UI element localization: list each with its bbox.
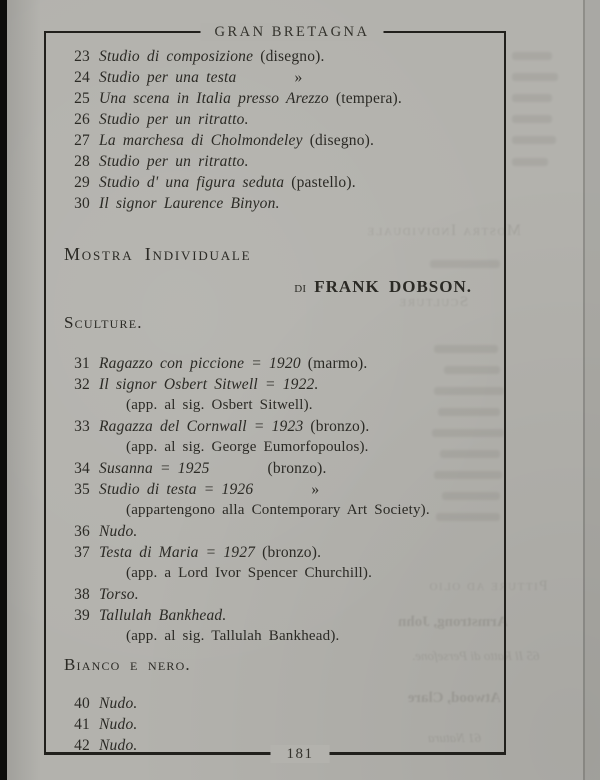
- item-number: 39: [74, 607, 90, 624]
- catalog-row: [64, 542, 496, 563]
- item-number: 33: [74, 418, 90, 435]
- item-number: 24: [74, 69, 90, 86]
- catalog-row: [64, 584, 496, 605]
- bleedthrough-mark: Atwood, Clare: [408, 690, 502, 706]
- item-number: 27: [74, 132, 90, 149]
- catalog-row: [64, 653, 496, 677]
- item-number: 32: [74, 376, 90, 393]
- page-edge-shade: [585, 0, 600, 780]
- bleedthrough-mark: [512, 94, 552, 102]
- item-technique: (bronzo).: [262, 544, 322, 561]
- item-technique: »: [311, 481, 320, 498]
- catalog-row: [64, 130, 496, 151]
- catalog-row: [64, 374, 496, 395]
- bleedthrough-mark: [512, 73, 558, 81]
- item-number: 28: [74, 153, 90, 170]
- item-title: Ragazzo con piccione = 1920: [99, 355, 301, 372]
- bleedthrough-mark: [512, 158, 548, 166]
- item-title: Studio di composizione: [99, 48, 254, 65]
- item-number: 26: [74, 111, 90, 128]
- item-number: 41: [74, 716, 90, 733]
- item-title: Studio di testa = 1926: [99, 481, 254, 498]
- catalog-row: [64, 437, 496, 458]
- page-header: GRAN BRETAGNA: [201, 23, 384, 41]
- item-technique: (bronzo).: [310, 418, 370, 435]
- catalog-row: [64, 353, 496, 374]
- item-number: 23: [74, 48, 90, 65]
- catalog-row: [64, 172, 496, 193]
- item-number: 38: [74, 586, 90, 603]
- item-number: 34: [74, 460, 90, 477]
- gutter-shadow: [7, 0, 47, 780]
- item-technique: »: [294, 69, 303, 86]
- item-number: 36: [74, 523, 90, 540]
- item-number: 42: [74, 737, 90, 752]
- item-title: Ragazza del Cornwall = 1923: [99, 418, 304, 435]
- section-text: Bianco e nero.: [64, 655, 191, 674]
- item-technique: (disegno).: [309, 132, 375, 149]
- bleedthrough-mark: Sculture: [398, 294, 469, 310]
- item-number: 40: [74, 695, 90, 712]
- item-title: Tallulah Bankhead.: [99, 607, 227, 624]
- catalog-row: [64, 276, 496, 299]
- catalog-row: [64, 626, 496, 647]
- catalog-row: [64, 88, 496, 109]
- item-title: Studio per un ritratto.: [99, 111, 249, 128]
- item-title: Nudo.: [99, 695, 138, 712]
- item-title: Studio per un ritratto.: [99, 153, 249, 170]
- item-number: 29: [74, 174, 90, 191]
- catalog-row: [64, 311, 496, 335]
- page-number: 181: [271, 745, 330, 763]
- catalog-row: [64, 67, 496, 88]
- bleedthrough-mark: [512, 136, 556, 144]
- item-title: La marchesa di Cholmondeley: [99, 132, 303, 149]
- item-number: 31: [74, 355, 90, 372]
- byline-prefix: di: [294, 279, 307, 296]
- catalog-row: [64, 714, 496, 735]
- catalog-row: [64, 563, 496, 584]
- item-technique: (marmo).: [307, 355, 368, 372]
- bleedthrough-mark: Armstrong, John: [398, 614, 508, 630]
- item-number: 37: [74, 544, 90, 561]
- section-text: Mostra Individuale: [64, 244, 252, 264]
- item-technique: (tempera).: [335, 90, 402, 107]
- item-title: Nudo.: [99, 716, 138, 733]
- item-technique: (disegno).: [260, 48, 325, 65]
- bleedthrough-mark: Pitture ad olio: [428, 578, 548, 594]
- item-title: Nudo.: [99, 737, 138, 752]
- catalog-row: [64, 46, 496, 67]
- section-text: (app. al sig. Osbert Sitwell).: [126, 397, 313, 413]
- catalog-content: [46, 33, 504, 752]
- bleedthrough-mark: Mostra Individuale: [366, 222, 522, 239]
- item-technique: (pastello).: [291, 174, 356, 191]
- catalog-row: [64, 109, 496, 130]
- catalog-row: [64, 416, 496, 437]
- section-text: (app. al sig. George Eumorfopoulos).: [126, 439, 369, 455]
- catalog-row: [64, 151, 496, 172]
- section-text: (app. al sig. Tallulah Bankhead).: [126, 628, 340, 644]
- scan-gutter-strip: [0, 0, 7, 780]
- bleedthrough-mark: [512, 115, 552, 123]
- catalog-row: [64, 521, 496, 542]
- content-frame: [44, 24, 506, 762]
- item-title: Il signor Laurence Binyon.: [99, 195, 280, 212]
- item-title: Studio d' una figura seduta: [99, 174, 285, 191]
- section-text: (app. a Lord Ivor Spencer Churchill).: [126, 565, 373, 581]
- artist-name: FRANK DOBSON.: [314, 277, 472, 296]
- item-number: 25: [74, 90, 90, 107]
- catalog-row: [64, 693, 496, 714]
- item-number: 30: [74, 195, 90, 212]
- catalog-row: [64, 458, 496, 479]
- section-text: Sculture.: [64, 313, 143, 332]
- bleedthrough-mark: [512, 52, 552, 60]
- catalog-row: [64, 479, 496, 500]
- bleedthrough-mark: 61 Natura: [428, 730, 482, 745]
- catalog-row: [64, 242, 496, 266]
- catalog-row: [64, 395, 496, 416]
- bleedthrough-mark: 65 Il Ratto di Persefone.: [412, 648, 540, 663]
- item-title: Nudo.: [99, 523, 138, 540]
- catalog-row: [64, 500, 496, 521]
- catalog-row: [64, 193, 496, 214]
- item-technique: (bronzo).: [267, 460, 327, 477]
- item-number: 35: [74, 481, 90, 498]
- item-title: Susanna = 1925: [99, 460, 210, 477]
- item-title: Il signor Osbert Sitwell = 1922.: [99, 376, 319, 393]
- item-title: Torso.: [99, 586, 139, 603]
- item-title: Testa di Maria = 1927: [99, 544, 256, 561]
- catalog-row: [64, 605, 496, 626]
- item-title: Studio per una testa: [99, 69, 237, 86]
- item-title: Una scena in Italia presso Arezzo: [99, 90, 329, 107]
- section-text: (appartengono alla Contemporary Art Society).: [126, 502, 430, 518]
